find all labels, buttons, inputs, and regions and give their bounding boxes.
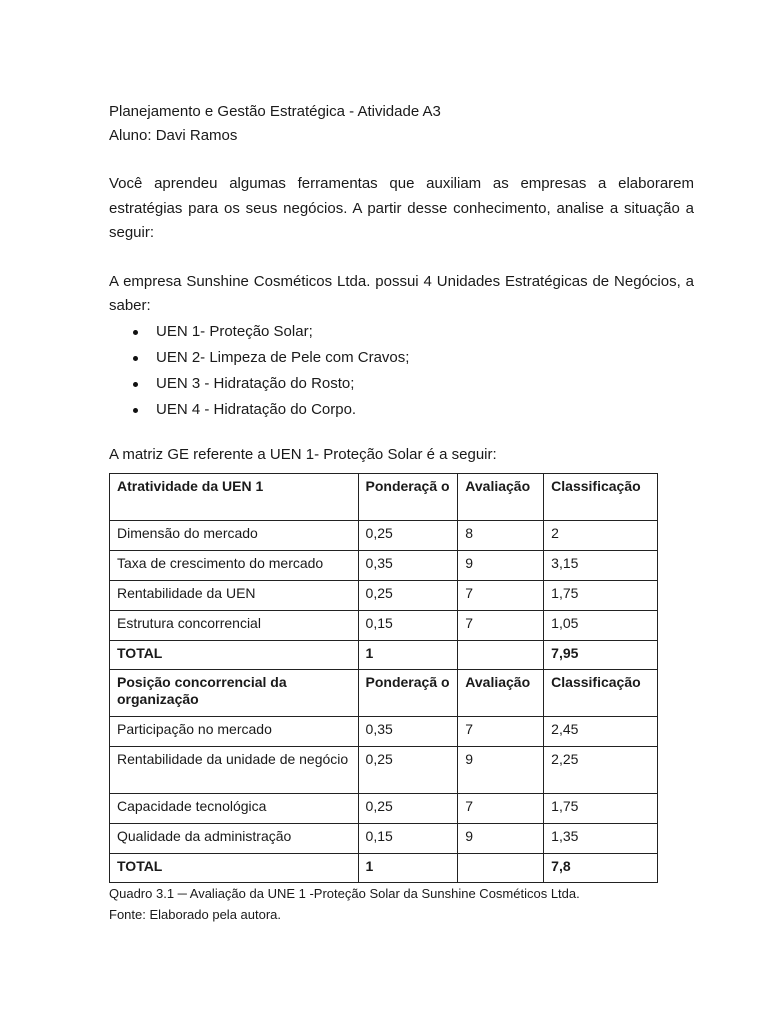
table-row [110,580,658,610]
total-cell: 7,8 [544,853,658,882]
list-item: UEN 3 - Hidratação do Rosto; [109,371,694,397]
table-row [110,823,658,853]
list-item: UEN 1- Proteção Solar; [109,319,694,345]
table-cell: Estrutura concorrencial [110,610,359,640]
header-cell: Classificação [544,473,658,520]
table-cell: Taxa de crescimento do mercado [110,550,359,580]
intro-paragraph: Você aprendeu algumas ferramentas que auxiliam as empresas a elaborarem estratégias para os seus negócios. A partir desse conhecimento, analise a situação a seguir: [109,175,694,241]
table-cell: 9 [458,550,544,580]
table-cell: 7 [458,793,544,823]
table-cell: 1,35 [544,823,658,853]
header-cell: Atratividade da UEN 1 [110,473,359,520]
table-row [110,793,658,823]
table-cell: 2,25 [544,746,658,793]
table-cell: Rentabilidade da unidade de negócio [110,746,359,793]
table-cell: 9 [458,823,544,853]
table-header-row [110,669,658,716]
list-item: UEN 2- Limpeza de Pele com Cravos; [109,345,694,371]
table-cell: 0,25 [358,580,458,610]
table-cell: Dimensão do mercado [110,520,359,550]
table-row [110,746,658,793]
table-cell: 1,75 [544,580,658,610]
table-cell: 0,35 [358,716,458,746]
table-cell: 0,15 [358,610,458,640]
table-cell: 0,15 [358,823,458,853]
total-cell [458,640,544,669]
table-source: Fonte: Elaborado pela autora. [109,906,282,922]
table-cell: 0,25 [358,520,458,550]
table-cell: Capacidade tecnológica [110,793,359,823]
table-row [110,550,658,580]
table-cell: Rentabilidade da UEN [110,580,359,610]
table-cell: 7 [458,610,544,640]
header-cell: Ponderaçã o [358,473,458,520]
table-cell: 7 [458,716,544,746]
total-cell: 7,95 [544,640,658,669]
table-row [110,610,658,640]
table-row [110,716,658,746]
list-item: UEN 4 - Hidratação do Corpo. [109,397,694,423]
header-cell: Avaliação [458,473,544,520]
document-title: Planejamento e Gestão Estratégica - Atividade A3 [109,103,441,120]
company-paragraph: A empresa Sunshine Cosméticos Ltda. possui 4 Unidades Estratégicas de Negócios, a saber: [109,272,694,314]
table-header-row [110,473,658,520]
table-cell: 1,05 [544,610,658,640]
total-row [110,640,658,669]
document-page [109,100,694,925]
total-cell: TOTAL [110,853,359,882]
header-cell: Avaliação [458,669,544,716]
ge-matrix-table [109,473,658,883]
header-cell: Posição concorrencial da organização [110,669,359,716]
table-caption: Quadro 3.1 ─ Avaliação da UNE 1 -Proteção Solar da Sunshine Cosméticos Ltda. [109,885,580,901]
table-cell: 0,25 [358,746,458,793]
total-cell: TOTAL [110,640,359,669]
matrix-intro: A matriz GE referente a UEN 1- Proteção Solar é a seguir: [109,445,497,463]
table-cell: 1,75 [544,793,658,823]
total-cell: 1 [358,640,458,669]
table-cell: Participação no mercado [110,716,359,746]
table-cell: 2,45 [544,716,658,746]
table-cell: Qualidade da administração [110,823,359,853]
table-cell: 0,25 [358,793,458,823]
table-cell: 0,35 [358,550,458,580]
table-cell: 7 [458,580,544,610]
total-row [110,853,658,882]
table-cell: 9 [458,746,544,793]
table-cell: 3,15 [544,550,658,580]
table-cell: 2 [544,520,658,550]
header-cell: Classificação [544,669,658,716]
total-cell [458,853,544,882]
student-name: Aluno: Davi Ramos [109,127,238,144]
header-cell: Ponderaçã o [358,669,458,716]
uen-list [109,319,694,423]
table-row [110,520,658,550]
table-cell: 8 [458,520,544,550]
total-cell: 1 [358,853,458,882]
